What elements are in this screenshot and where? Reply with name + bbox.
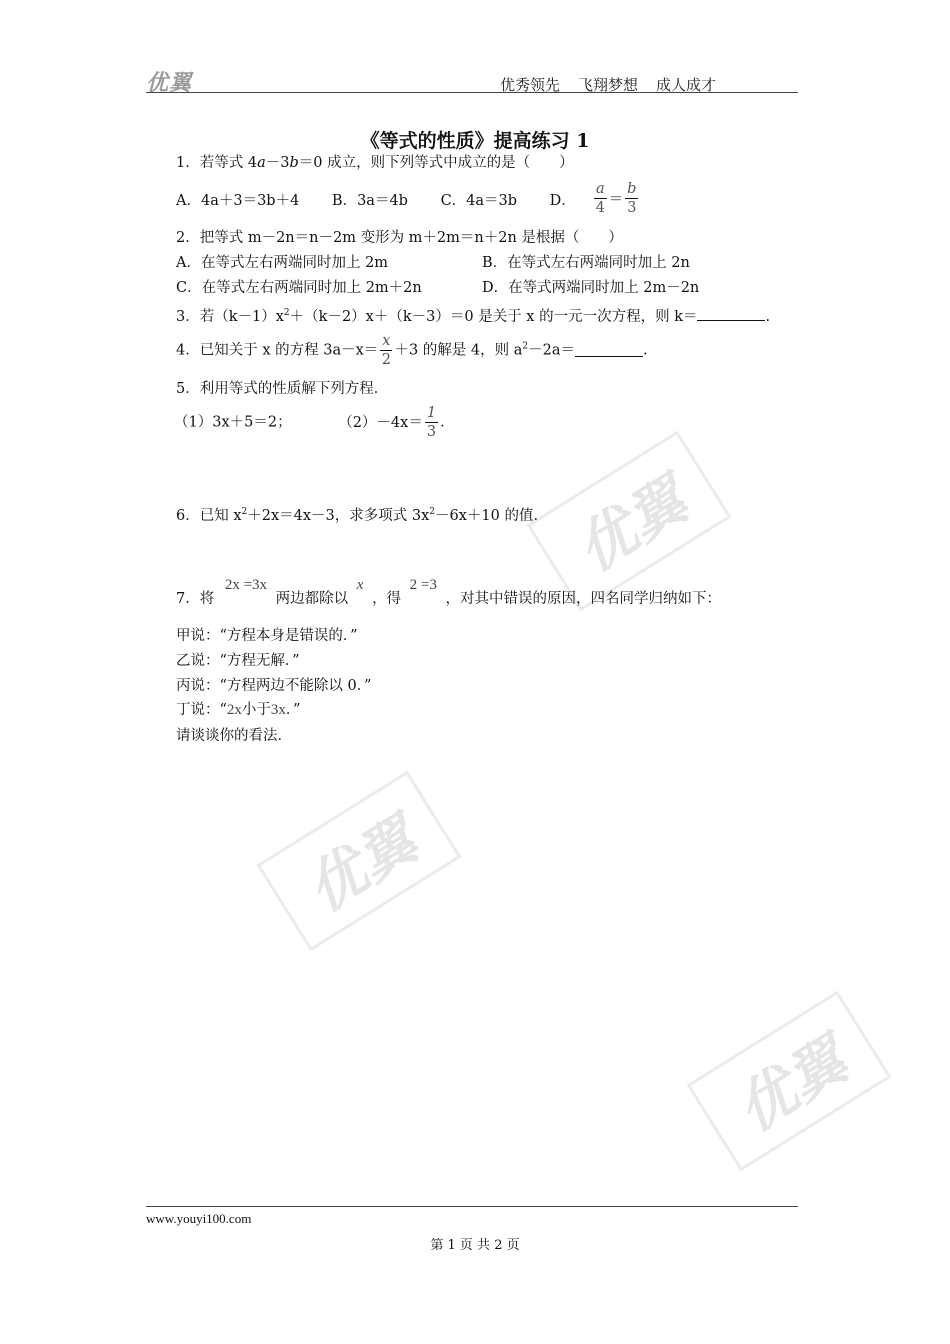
watermark-1: 优翼 [526,431,731,612]
q3-answer-blank [697,308,765,321]
q1-option-b: B．3a＝4b [331,193,408,209]
opinion-jia: 甲说：“方程本身是错误的．” [176,628,358,644]
q4-answer-blank [575,344,643,357]
q1-stem: 1．若等式 4a－3b＝0 成立，则下列等式中成立的是（ ） [176,155,574,171]
footer-rule [146,1206,798,1207]
slogan-2: 飞翔梦想 [578,76,639,94]
q7-variable: x [356,577,364,593]
q7-equation-1: 2x =3x [224,577,268,593]
slogan-1: 优秀领先 [500,76,561,94]
q2-option-d: D．在等式两端同时加上 2m－2n [482,280,700,296]
q1-options [176,192,576,210]
q5-part-1: （1）3x＋5＝2； [174,414,292,431]
q2-option-b: B．在等式左右两端同时加上 2n [482,255,690,271]
q7-equation-2: 2 =3 [409,577,437,593]
q4-stem: 4．已知关于 x 的方程 3a－x＝ $\frac{x}{2}$ ＋3 的解是 4，则 $a^2-2a=$ . [176,333,648,368]
slogan-3: 成人成才 [656,76,717,94]
watermark-3: 优翼 [686,991,891,1172]
q1-option-c: C．4a＝3b [440,193,518,209]
q2-option-c: C．在等式左右两端同时加上 2m＋2n [176,280,422,296]
footer-url[interactable]: www.youyi100.com [146,1211,252,1226]
q1-option-d-label: D． [549,193,576,209]
opinion-bing: 丙说：“方程两边不能除以 0．” [176,678,372,694]
closing-prompt: 请谈谈你的看法． [176,728,292,744]
q5-part-2: （2）－4x＝ [338,414,423,431]
q1-option-a: A．4a＋3＝3b＋4 [176,193,300,209]
header-rule [146,92,798,93]
page-title: 《等式的性质》提高练习 1 [360,130,590,152]
brand-logo: 优翼 [146,70,193,95]
opinion-ding: 丁说：“2x小于3x．” [176,702,301,718]
q2-option-a: A．在等式左右两端同时加上 2m [176,255,389,271]
q5-parts: （1）3x＋5＝2； （2）－4x＝ $\frac{1}{3}$ ． [174,405,455,440]
q7-stem: 7．将 2x =3x 两边都除以 x ，得 2 =3 ，对其中错误的原因，四名同学归纳如下： [176,577,721,607]
q1-option-d: $\frac{a}{4}$ ＝ $\frac{b}{3}$ [595,181,637,216]
q5-stem: 5．利用等式的性质解下列方程． [176,381,389,397]
q3-stem: 3．若$(k-1)x^2+(k-2)x+(k-3)=0$ 是关于 x 的一元一次方程，则 k＝ . [176,308,771,325]
page-number: 第 1 页 共 2 页 [430,1238,520,1253]
q2-stem: 2．把等式 m－2n＝n－2m 变形为 m＋2m＝n＋2n 是根据（ ） [176,230,623,246]
watermark-2: 优翼 [256,771,461,952]
opinion-yi: 乙说：“方程无解．” [176,653,300,669]
q6-stem: 6．已知 $x^2+2x=4x-3$，求多项式 $3x^2-6x+10$ 的值． [176,507,548,524]
